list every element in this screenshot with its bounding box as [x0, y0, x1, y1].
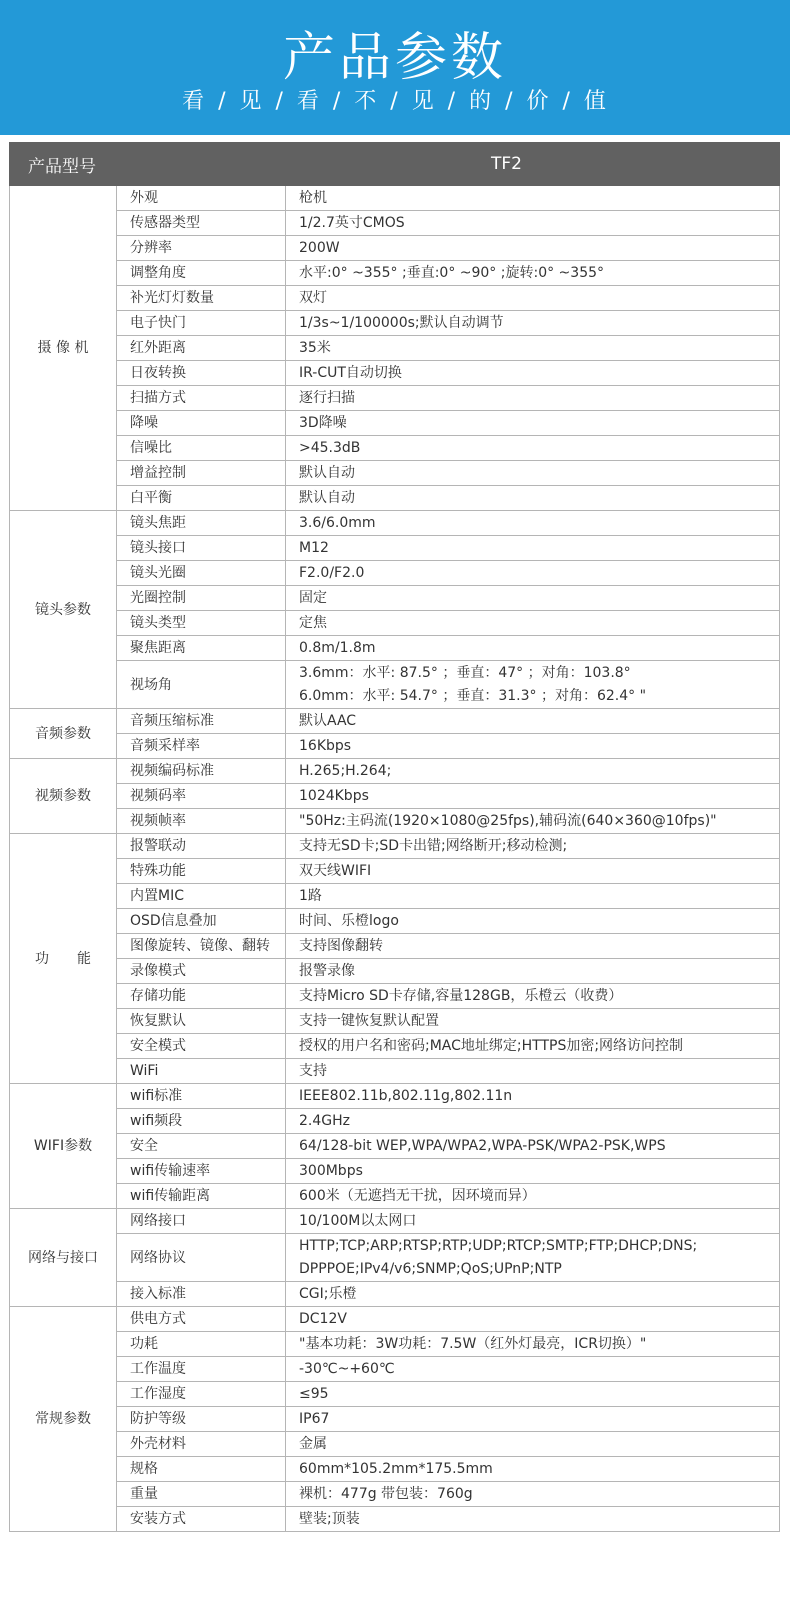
- spec-label: 录像模式: [117, 959, 286, 984]
- spec-value-cell: [286, 1184, 780, 1209]
- spec-label: 外观: [117, 186, 286, 211]
- spec-value-cell: [286, 1382, 780, 1407]
- spec-value: 支持无SD卡;SD卡出错;网络断开;移动检测;: [299, 837, 568, 854]
- table-row: [10, 934, 780, 959]
- group-name: WIFI参数: [10, 1084, 117, 1209]
- spec-value: IP67: [299, 1410, 330, 1427]
- table-row: [10, 1307, 780, 1332]
- table-row: [10, 1234, 780, 1282]
- table-row: [10, 709, 780, 734]
- spec-value: M12: [299, 539, 329, 556]
- table-row: [10, 286, 780, 311]
- spec-value: 支持Micro SD卡存储,容量128GB，乐橙云（收费）: [299, 987, 623, 1004]
- spec-value-cell: [286, 834, 780, 859]
- spec-label: 音频采样率: [117, 734, 286, 759]
- spec-value-cell: [286, 661, 780, 709]
- spec-value: 35米: [299, 339, 331, 356]
- table-row: [10, 1209, 780, 1234]
- spec-value-cell: [286, 1084, 780, 1109]
- spec-value: IR-CUT自动切换: [299, 364, 402, 381]
- table-row: [10, 1009, 780, 1034]
- spec-value-cell: [286, 1159, 780, 1184]
- spec-label: 镜头接口: [117, 536, 286, 561]
- spec-value-cell: [286, 934, 780, 959]
- spec-label: 音频压缩标准: [117, 709, 286, 734]
- spec-value: 定焦: [299, 614, 327, 631]
- spec-value: 报警录像: [299, 962, 355, 979]
- spec-value-cell: [286, 959, 780, 984]
- table-row: [10, 834, 780, 859]
- table-row: [10, 186, 780, 211]
- spec-value-cell: [286, 1482, 780, 1507]
- spec-value: 时间、乐橙logo: [299, 912, 399, 929]
- table-row: [10, 1109, 780, 1134]
- spec-value: 3D降噪: [299, 414, 347, 431]
- spec-value-cell: [286, 1507, 780, 1532]
- spec-value-line2: 6.0mm：水平: 54.7° ；垂直：31.3° ；对角：62.4° ": [299, 687, 647, 704]
- table-row: [10, 734, 780, 759]
- spec-label: 传感器类型: [117, 211, 286, 236]
- spec-value-line2: DPPPOE;IPv4/v6;SNMP;QoS;UPnP;NTP: [299, 1260, 562, 1277]
- spec-label: 聚焦距离: [117, 636, 286, 661]
- table-row: [10, 784, 780, 809]
- group-name: 音频参数: [10, 709, 117, 759]
- spec-label: 防护等级: [117, 1407, 286, 1432]
- spec-value: 壁装;顶装: [299, 1510, 360, 1527]
- spec-label: 调整角度: [117, 261, 286, 286]
- spec-label: 网络协议: [117, 1234, 286, 1282]
- spec-label: 镜头焦距: [117, 511, 286, 536]
- spec-value: H.265;H.264;: [299, 762, 392, 779]
- spec-value-cell: [286, 709, 780, 734]
- spec-label: 功耗: [117, 1332, 286, 1357]
- group-name: 功 能: [10, 834, 117, 1084]
- spec-label: 补光灯灯数量: [117, 286, 286, 311]
- spec-value-cell: [286, 1034, 780, 1059]
- page-title: 产品参数: [282, 28, 507, 88]
- spec-label: 报警联动: [117, 834, 286, 859]
- table-row: [10, 436, 780, 461]
- spec-label: 接入标准: [117, 1282, 286, 1307]
- spec-value-cell: [286, 1209, 780, 1234]
- spec-table-body: [10, 186, 780, 1532]
- table-row: [10, 386, 780, 411]
- table-row: [10, 561, 780, 586]
- spec-value: 双灯: [299, 289, 327, 306]
- spec-value-cell: [286, 386, 780, 411]
- table-row: [10, 1159, 780, 1184]
- spec-value: 裸机：477g 带包装：760g: [299, 1485, 473, 1502]
- spec-label: 降噪: [117, 411, 286, 436]
- table-row: [10, 1184, 780, 1209]
- spec-value-cell: [286, 809, 780, 834]
- spec-value: ≤95: [299, 1385, 329, 1402]
- spec-value-cell: [286, 286, 780, 311]
- table-row: [10, 909, 780, 934]
- spec-value-cell: [286, 984, 780, 1009]
- table-row: [10, 1432, 780, 1457]
- spec-value: >45.3dB: [299, 439, 361, 456]
- spec-label: 重量: [117, 1482, 286, 1507]
- spec-label: 图像旋转、镜像、翻转: [117, 934, 286, 959]
- spec-value-cell: [286, 909, 780, 934]
- spec-value-cell: [286, 734, 780, 759]
- spec-label: wifi频段: [117, 1109, 286, 1134]
- spec-value-cell: [286, 561, 780, 586]
- spec-label: 外壳材料: [117, 1432, 286, 1457]
- spec-value: 固定: [299, 589, 327, 606]
- spec-value-cell: [286, 536, 780, 561]
- spec-label: 视场角: [117, 661, 286, 709]
- spec-label: 规格: [117, 1457, 286, 1482]
- spec-value: F2.0/F2.0: [299, 564, 365, 581]
- spec-value-cell: [286, 261, 780, 286]
- spec-value: 金属: [299, 1435, 327, 1452]
- spec-value-cell: [286, 759, 780, 784]
- table-row: [10, 511, 780, 536]
- table-row: [10, 236, 780, 261]
- header-value: TF2: [286, 143, 780, 186]
- spec-value-cell: [286, 586, 780, 611]
- spec-value: "50Hz:主码流(1920×1080@25fps),辅码流(640×360@10fps)": [299, 812, 717, 829]
- page-subtitle: 看 / 见 / 看 / 不 / 见 / 的 / 价 / 值: [182, 89, 608, 114]
- table-row: [10, 759, 780, 784]
- table-row: [10, 411, 780, 436]
- spec-value: 200W: [299, 239, 340, 256]
- spec-label: 视频帧率: [117, 809, 286, 834]
- spec-value: HTTP;TCP;ARP;RTSP;RTP;UDP;RTCP;SMTP;FTP;DHCP;DNS;: [299, 1237, 698, 1254]
- table-row: [10, 1507, 780, 1532]
- spec-label: 镜头类型: [117, 611, 286, 636]
- spec-value: 1/3s~1/100000s;默认自动调节: [299, 314, 504, 331]
- table-row: [10, 611, 780, 636]
- spec-value: CGI;乐橙: [299, 1285, 357, 1302]
- spec-value-cell: [286, 1357, 780, 1382]
- spec-label: 工作湿度: [117, 1382, 286, 1407]
- spec-value: 授权的用户名和密码;MAC地址绑定;HTTPS加密;网络访问控制: [299, 1037, 684, 1054]
- table-row: [10, 959, 780, 984]
- spec-label: 安装方式: [117, 1507, 286, 1532]
- spec-label: 信噪比: [117, 436, 286, 461]
- table-row: [10, 586, 780, 611]
- spec-label: wifi传输距离: [117, 1184, 286, 1209]
- table-row: [10, 311, 780, 336]
- table-row: [10, 361, 780, 386]
- table-row: [10, 1457, 780, 1482]
- header-banner: [0, 0, 790, 135]
- header-label: 产品型号: [10, 143, 286, 186]
- spec-value: 3.6mm：水平: 87.5° ；垂直：47° ；对角：103.8°: [299, 664, 631, 681]
- spec-value: 支持图像翻转: [299, 937, 383, 954]
- spec-label: 供电方式: [117, 1307, 286, 1332]
- spec-value: "基本功耗：3W功耗：7.5W（红外灯最亮，ICR切换）": [299, 1335, 647, 1352]
- spec-value: 10/100M以太网口: [299, 1212, 417, 1229]
- spec-value: 0.8m/1.8m: [299, 639, 376, 656]
- spec-value-cell: [286, 1009, 780, 1034]
- spec-label: 工作温度: [117, 1357, 286, 1382]
- spec-value: 300Mbps: [299, 1162, 363, 1179]
- spec-value-cell: [286, 1457, 780, 1482]
- spec-value-cell: [286, 1432, 780, 1457]
- table-row: [10, 1482, 780, 1507]
- group-name: 网络与接口: [10, 1209, 117, 1307]
- spec-value-cell: [286, 511, 780, 536]
- spec-label: 电子快门: [117, 311, 286, 336]
- table-row: [10, 884, 780, 909]
- spec-value-cell: [286, 1109, 780, 1134]
- spec-value-cell: [286, 784, 780, 809]
- spec-label: 网络接口: [117, 1209, 286, 1234]
- table-row: [10, 809, 780, 834]
- spec-value-cell: [286, 411, 780, 436]
- spec-value: 逐行扫描: [299, 389, 355, 406]
- spec-label: 日夜转换: [117, 361, 286, 386]
- spec-value-cell: [286, 1282, 780, 1307]
- spec-label: 红外距离: [117, 336, 286, 361]
- spec-value-cell: [286, 884, 780, 909]
- spec-label: 扫描方式: [117, 386, 286, 411]
- spec-value: IEEE802.11b,802.11g,802.11n: [299, 1087, 513, 1104]
- spec-value-cell: [286, 311, 780, 336]
- table-row: [10, 636, 780, 661]
- table-row: [10, 1084, 780, 1109]
- spec-label: OSD信息叠加: [117, 909, 286, 934]
- spec-value-cell: [286, 1307, 780, 1332]
- spec-value-cell: [286, 336, 780, 361]
- spec-value: 1路: [299, 887, 322, 904]
- spec-value: 16Kbps: [299, 737, 352, 754]
- group-name: 摄 像 机: [10, 186, 117, 511]
- table-row: [10, 1059, 780, 1084]
- spec-label: 白平衡: [117, 486, 286, 511]
- group-name: 镜头参数: [10, 511, 117, 709]
- spec-value-cell: [286, 436, 780, 461]
- spec-value-cell: [286, 611, 780, 636]
- group-name: 视频参数: [10, 759, 117, 834]
- table-row: [10, 1382, 780, 1407]
- spec-value: 水平:0° ~355° ;垂直:0° ~90° ;旋转:0° ~355°: [299, 264, 605, 281]
- table-row: [10, 1034, 780, 1059]
- spec-value: 2.4GHz: [299, 1112, 350, 1129]
- table-row: [10, 1282, 780, 1307]
- table-row: [10, 1134, 780, 1159]
- spec-value-cell: [286, 1407, 780, 1432]
- spec-label: 安全模式: [117, 1034, 286, 1059]
- spec-value-cell: [286, 186, 780, 211]
- spec-value: 64/128-bit WEP,WPA/WPA2,WPA-PSK/WPA2-PSK,WPS: [299, 1137, 666, 1154]
- spec-value-cell: [286, 1134, 780, 1159]
- spec-value: 默认自动: [299, 464, 355, 481]
- spec-value: -30℃~+60℃: [299, 1360, 395, 1377]
- spec-label: wifi标准: [117, 1084, 286, 1109]
- spec-label: WiFi: [117, 1059, 286, 1084]
- spec-value: 默认AAC: [299, 712, 357, 729]
- spec-label: 分辨率: [117, 236, 286, 261]
- table-row: [10, 1407, 780, 1432]
- spec-table: [9, 142, 780, 1532]
- spec-label: 恢复默认: [117, 1009, 286, 1034]
- spec-value-cell: [286, 1234, 780, 1282]
- spec-value: 3.6/6.0mm: [299, 514, 376, 531]
- table-row: [10, 461, 780, 486]
- table-row: [10, 984, 780, 1009]
- spec-value-cell: [286, 1332, 780, 1357]
- table-row: [10, 536, 780, 561]
- table-row: [10, 661, 780, 709]
- spec-value-cell: [286, 636, 780, 661]
- spec-label: 镜头光圈: [117, 561, 286, 586]
- spec-value: DC12V: [299, 1310, 347, 1327]
- spec-value-cell: [286, 211, 780, 236]
- spec-label: 光圈控制: [117, 586, 286, 611]
- spec-value: 双天线WIFI: [299, 862, 372, 879]
- table-row: [10, 859, 780, 884]
- spec-value: 支持: [299, 1062, 327, 1079]
- spec-label: 存储功能: [117, 984, 286, 1009]
- spec-label: 内置MIC: [117, 884, 286, 909]
- table-row: [10, 211, 780, 236]
- table-header-row: [10, 143, 780, 186]
- spec-value: 60mm*105.2mm*175.5mm: [299, 1460, 493, 1477]
- spec-label: wifi传输速率: [117, 1159, 286, 1184]
- spec-label: 增益控制: [117, 461, 286, 486]
- spec-value-cell: [286, 859, 780, 884]
- spec-value: 默认自动: [299, 489, 355, 506]
- spec-label: 特殊功能: [117, 859, 286, 884]
- spec-label: 安全: [117, 1134, 286, 1159]
- table-row: [10, 261, 780, 286]
- spec-value: 600米（无遮挡无干扰，因环境而异）: [299, 1187, 536, 1204]
- spec-label: 视频码率: [117, 784, 286, 809]
- group-name: 常规参数: [10, 1307, 117, 1532]
- spec-value: 支持一键恢复默认配置: [299, 1012, 439, 1029]
- spec-value: 1/2.7英寸CMOS: [299, 214, 405, 231]
- spec-value-cell: [286, 461, 780, 486]
- spec-label: 视频编码标准: [117, 759, 286, 784]
- table-row: [10, 1332, 780, 1357]
- spec-value-cell: [286, 361, 780, 386]
- table-row: [10, 486, 780, 511]
- spec-value-cell: [286, 1059, 780, 1084]
- table-row: [10, 1357, 780, 1382]
- spec-value: 枪机: [299, 189, 327, 206]
- spec-value-cell: [286, 486, 780, 511]
- table-row: [10, 336, 780, 361]
- spec-value-cell: [286, 236, 780, 261]
- spec-value: 1024Kbps: [299, 787, 369, 804]
